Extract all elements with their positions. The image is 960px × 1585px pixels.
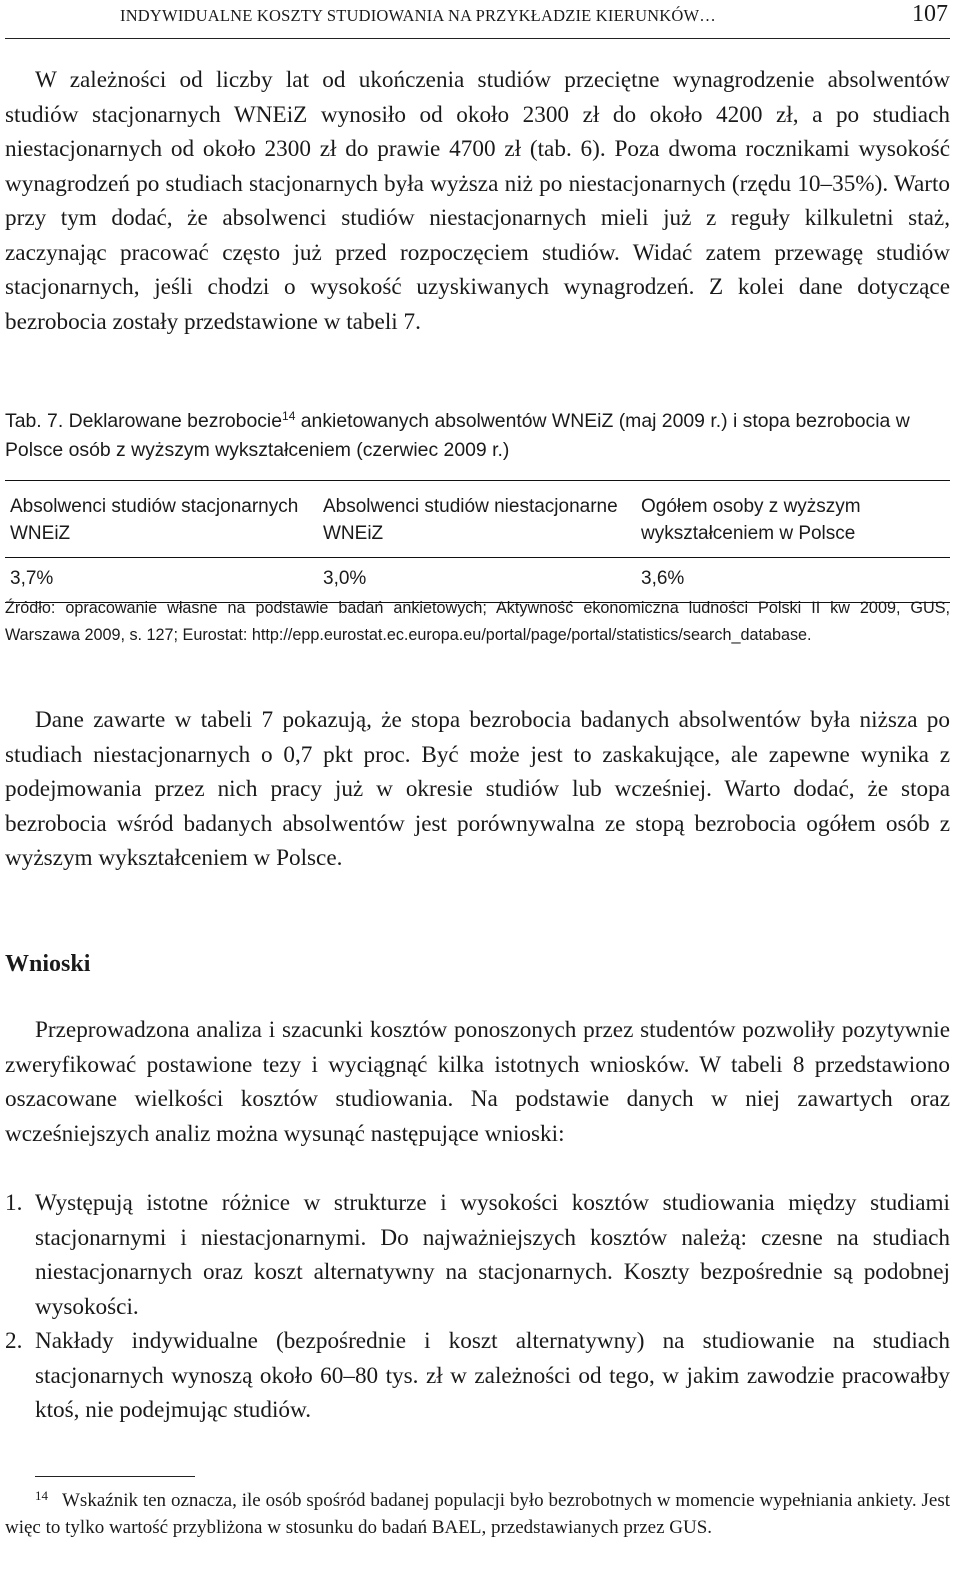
table-cell: 3,7% (5, 558, 318, 603)
running-title: INDYWIDUALNE KOSZTY STUDIOWANIA NA PRZYKŁADZIE KIERUNKÓW… (120, 6, 717, 25)
footnote-divider (35, 1476, 195, 1477)
table-cell: 3,6% (636, 558, 950, 603)
footnote-ref[interactable]: 14 (282, 409, 296, 423)
paragraph-unemployment: Dane zawarte w tabeli 7 pokazują, że stopa bezrobocia badanych absolwentów była niższa po studiach niestacjonarnych o 0,7 pkt proc. Być może jest to zaskakujące, ale zapewne wynika z podejmowania przez nich pracy już w okresie studiów lub wcześniej. Warto dodać, że stopa bezrobocia wśród badanych absolwentów jest porównywalna ze stopą bezrobocia ogółem osób z wyższym wykształceniem w Polsce. (5, 707, 950, 871)
list-item-text: Nakłady indywidualne (bezpośrednie i koszt alternatywny) na studiowanie na studiach stacjonarnych wynoszą około 60–80 tys. zł w zależności od tego, w jakim zawodzie pracowałby ktoś, nie podejmując studiów. (35, 1328, 950, 1423)
list-item-number: 1. (5, 1190, 23, 1216)
running-header (5, 0, 950, 39)
table-header-cell: Absolwenci studiów stacjonarnych WNEiZ (5, 481, 318, 558)
list-item-number: 2. (5, 1328, 23, 1354)
document-page (5, 0, 950, 1538)
table-header-cell: Ogółem osoby z wyższym wykształceniem w Polsce (636, 481, 950, 558)
footnote (5, 1487, 950, 1541)
page-number: 107 (912, 1, 948, 27)
table-header-cell: Absolwenci studiów niestacjonarne WNEiZ (318, 481, 636, 558)
paragraph-conclusions-intro: Przeprowadzona analiza i szacunki kosztów ponoszonych przez studentów pozwoliły pozytywnie zweryfikować postawione tezy i wyciągnąć kilka istotnych wniosków. W tabeli 8 przedstawiono oszacowane wielkości kosztów studiowania. Na podstawie danych w niej zawartych oraz wcześniejszych analiz można wysunąć następujące wnioski: (5, 1017, 950, 1147)
table-header-row (5, 481, 950, 558)
list-item (5, 1186, 950, 1324)
table-caption (5, 407, 950, 465)
unemployment-table (5, 480, 950, 603)
table-caption-text: Tab. 7. Deklarowane bezrobocie (5, 410, 283, 432)
table-cell: 3,0% (318, 558, 636, 603)
list-item-text: Występują istotne różnice w strukturze i wysokości kosztów studiowania między studiami stacjonarnymi i niestacjonarnymi. Do najważniejszych kosztów należą: czesne na studiach niestacjonarnych oraz koszt alternatywny na stacjonarnych. Koszty bezpośrednie są podobnej wysokości. (35, 1190, 950, 1320)
table-caption-text-rest: ankietowanych absolwentów WNEiZ (maj 2009 r.) i stopa bezrobocia w Polsce osób z wyższym wykształceniem (czerwiec 2009 r.) (5, 410, 910, 461)
section-heading: Wnioski (5, 951, 91, 977)
footnote-mark: 14 (35, 1488, 48, 1503)
table-source: Źródło: opracowanie własne na podstawie badań ankietowych; Aktywność ekonomiczna ludności Polski II kw 2009, GUS, Warszawa 2009, s. 127; Eurostat: http://epp.eurostat.ec.europa.eu/portal/page/portal/statistics/search_database. (5, 599, 950, 644)
list-item (5, 1324, 950, 1428)
conclusions-list (5, 1186, 950, 1428)
paragraph-wages: W zależności od liczby lat od ukończenia studiów przeciętne wynagrodzenie absolwentów studiów stacjonarnych WNEiZ wynosiło od około 2300 zł do około 4200 zł, a po studiach niestacjonarnych od około 2300 zł do prawie 4700 zł (tab. 6). Poza dwoma rocznikami wysokość wynagrodzeń po studiach stacjonarnych była wyższa niż po niestacjonarnych (rzędu 10–35%). Warto przy tym dodać, że absolwenci studiów niestacjonarnych mieli już z reguły kilkuletni staż, zaczynając pracować często już przed rozpoczęciem studiów. Widać zatem przewagę studiów stacjonarnych, jeśli chodzi o wysokość uzyskiwanych wynagrodzeń. Z kolei dane dotyczące bezrobocia zostały przedstawione w tabeli 7. (5, 67, 950, 335)
footnote-text: Wskaźnik ten oznacza, ile osób spośród badanej populacji było bezrobotnych w momencie wypełniania ankiety. Jest więc to tylko wartość przybliżona w stosunku do badań BAEL, przedstawianych przez GUS. (5, 1490, 950, 1538)
